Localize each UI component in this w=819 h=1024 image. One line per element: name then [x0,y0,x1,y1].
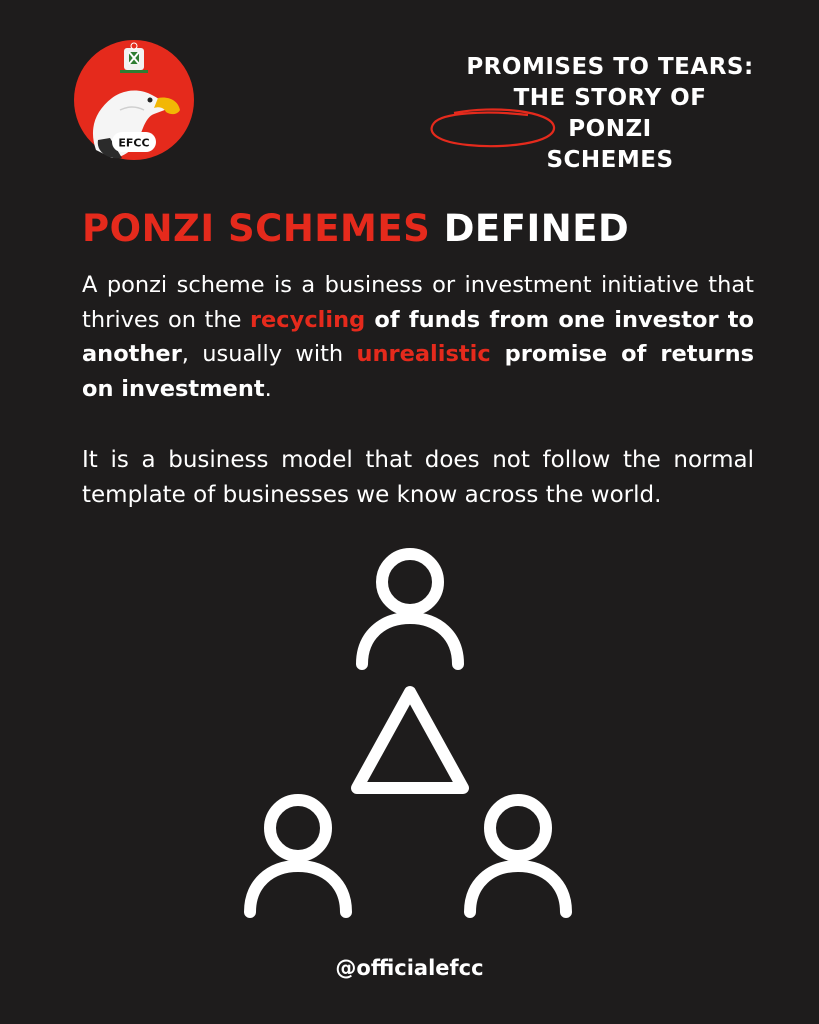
definition-paragraph [82,268,754,406]
triangle-icon [357,692,463,788]
header-line-3 [440,114,780,176]
header-line-2: THE STORY OF [513,85,707,111]
p1-text-2: , usually with [181,341,357,367]
p1-text-1: A ponzi scheme is a business or investment initiative that thrives on the [82,272,754,333]
circled-word [440,114,780,145]
business-model-paragraph: It is a business model that does not follow the normal template of businesses we know across the world. [82,447,754,508]
section-heading [82,207,629,250]
p1-text-3: . [264,375,272,402]
p1-bold-1: of funds from one investor to another [82,306,755,367]
ponzi-diagram [240,540,580,930]
logo-label: EFCC [118,136,150,150]
social-handle: @officialefcc [335,956,484,980]
person-icon-left [250,800,346,912]
heading-red-part: PONZI SCHEMES [82,207,431,250]
header-line-3-word-2: SCHEMES [546,147,674,173]
p1-highlight-unrealistic: unrealistic [356,341,491,367]
p1-highlight-recycling: recycling [249,306,366,333]
p1-bold-2: promise of returns on investment [82,341,754,402]
efcc-logo [74,40,194,160]
header-line-1: PROMISES TO TEARS: [466,54,754,80]
heading-white-part: DEFINED [430,207,630,250]
person-icon-top [362,554,458,664]
header-line-3-word-1: PONZI [568,116,652,142]
header-title [440,52,780,176]
person-icon-right [470,800,566,912]
